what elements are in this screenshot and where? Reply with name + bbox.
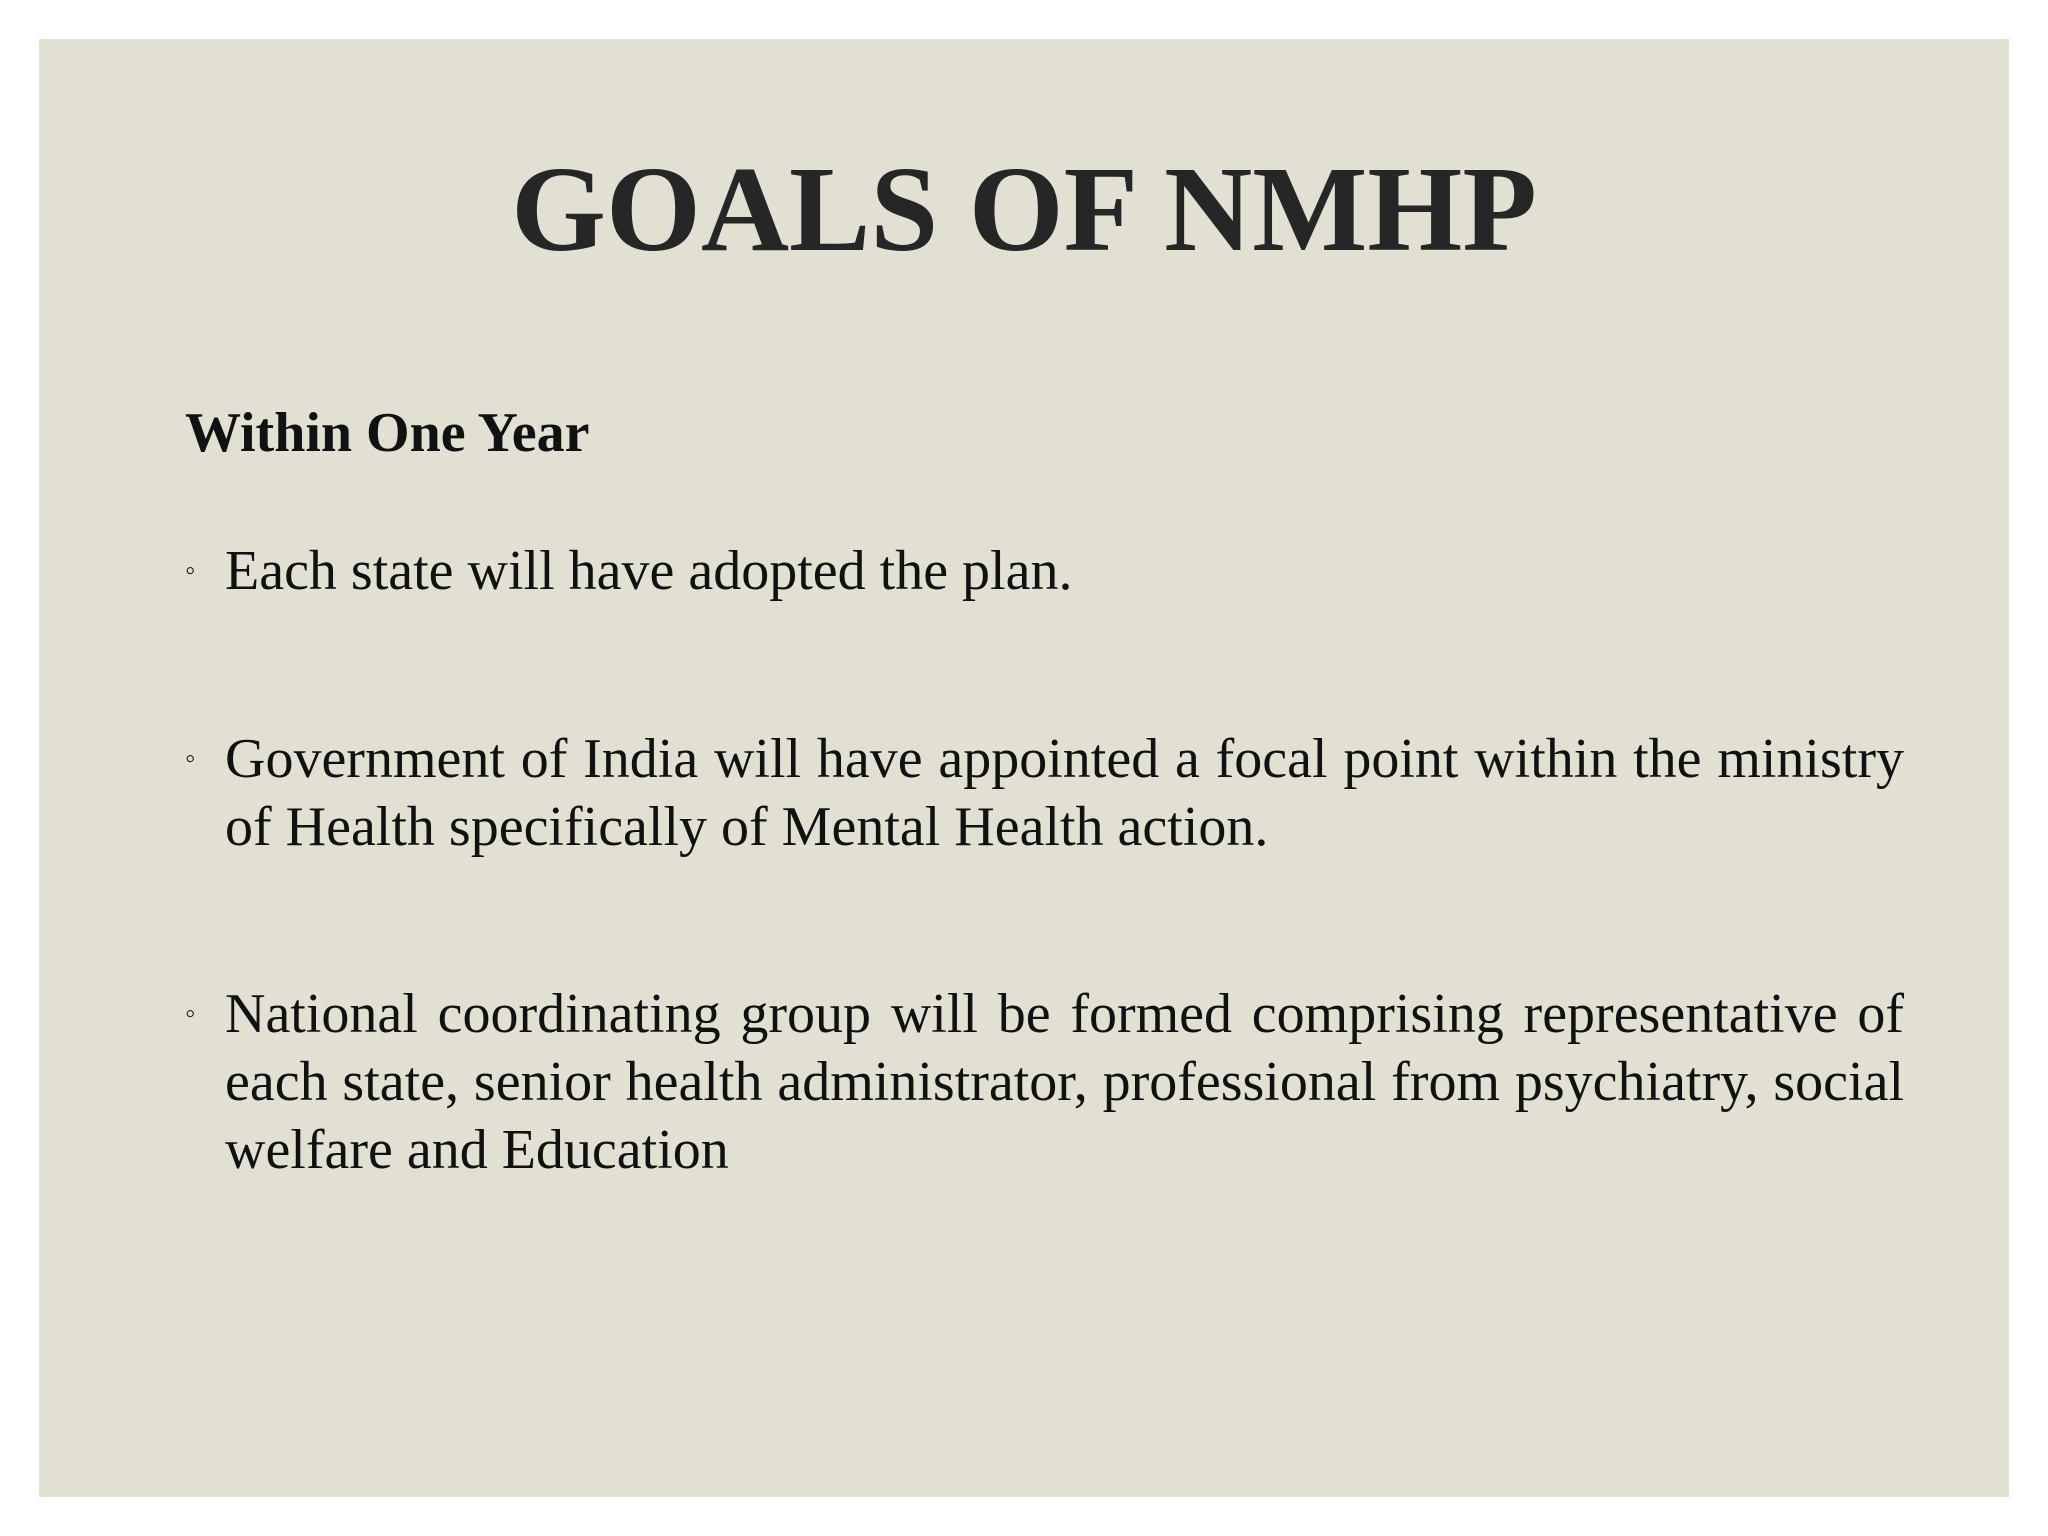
bullet-circle-icon: ◦ <box>185 554 196 587</box>
slide <box>39 39 2009 1497</box>
bullet-item <box>185 725 1904 861</box>
section-heading: Within One Year <box>185 402 590 464</box>
bullet-item <box>185 537 1904 605</box>
bullet-text: Government of India will have appointed a focal point within the ministry of Health specifically of Mental Health action. <box>225 728 1904 858</box>
bullet-text: National coordinating group will be formed comprising representative of each state, senior health administrator, professional from psychiatry, social welfare and Education <box>225 983 1904 1181</box>
bullet-text: Each state will have adopted the plan. <box>225 540 1073 602</box>
bullet-circle-icon: ◦ <box>185 742 196 775</box>
bullet-item <box>185 980 1904 1184</box>
bullet-circle-icon: ◦ <box>185 997 196 1030</box>
slide-title: GOALS OF NMHP <box>511 142 1537 277</box>
